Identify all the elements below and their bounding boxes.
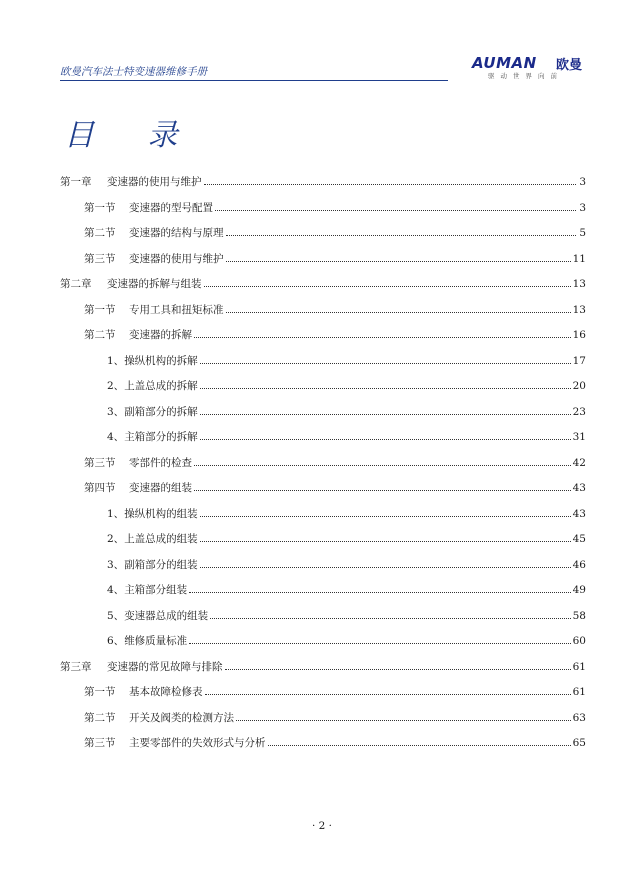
toc-entry-page: 42 bbox=[572, 456, 586, 469]
toc-entry-number: 3、 bbox=[107, 405, 125, 418]
toc-leader-dots bbox=[200, 438, 571, 440]
toc-entry-page: 61 bbox=[572, 686, 586, 698]
toc-leader-dots bbox=[200, 540, 571, 542]
toc-entry[interactable] bbox=[60, 302, 586, 318]
toc-entry-page: 23 bbox=[572, 405, 586, 418]
toc-leader-dots bbox=[200, 566, 571, 568]
toc-entry-title: 专用工具和扭矩标准 bbox=[129, 303, 224, 316]
toc-entry-title: 变速器的拆解 bbox=[129, 329, 192, 341]
toc-entry-title: 主箱部分的拆解 bbox=[124, 431, 198, 443]
toc-entry-title: 副箱部分的组装 bbox=[124, 558, 198, 571]
toc-entry[interactable] bbox=[60, 327, 586, 343]
toc-leader-dots bbox=[236, 719, 571, 721]
toc-entry[interactable] bbox=[60, 506, 586, 522]
toc-entry-page: 63 bbox=[572, 711, 586, 724]
logo-slogan: 驱动世界向前 bbox=[488, 72, 563, 80]
toc-entry[interactable] bbox=[60, 251, 586, 267]
toc-entry-page: 3 bbox=[579, 201, 586, 214]
toc-entry[interactable] bbox=[60, 608, 586, 624]
toc-entry-page: 58 bbox=[572, 609, 586, 622]
toc-entry-number: 第三章 bbox=[60, 660, 92, 673]
toc-leader-dots bbox=[268, 744, 571, 746]
logo-chinese-name: 欧曼 bbox=[556, 58, 583, 73]
toc-entry-number: 2、 bbox=[107, 380, 125, 392]
toc-entry-number: 3、 bbox=[107, 558, 125, 571]
toc-entry[interactable] bbox=[60, 684, 586, 700]
toc-entry-title: 副箱部分的拆解 bbox=[124, 405, 198, 418]
toc-entry-number: 4、 bbox=[107, 431, 125, 443]
toc-entry[interactable] bbox=[60, 225, 586, 241]
toc-entry-number: 第二节 bbox=[84, 329, 116, 341]
header-divider bbox=[60, 80, 448, 81]
toc-entry-title: 变速器的使用与维护 bbox=[129, 252, 224, 265]
toc-entry-number: 5、 bbox=[107, 609, 125, 622]
toc-entry-number: 1、 bbox=[107, 354, 125, 367]
toc-leader-dots bbox=[194, 464, 571, 466]
toc-leader-dots bbox=[210, 617, 570, 619]
toc-leader-dots bbox=[226, 311, 571, 313]
toc-entry[interactable] bbox=[60, 174, 586, 190]
toc-leader-dots bbox=[189, 642, 570, 644]
toc-heading: 目 录 bbox=[64, 118, 200, 153]
toc-entry[interactable] bbox=[60, 531, 586, 547]
toc-entry[interactable] bbox=[60, 429, 586, 445]
toc-entry-number: 第一章 bbox=[60, 176, 92, 188]
toc-entry-page: 20 bbox=[572, 380, 586, 392]
toc-entry-page: 43 bbox=[572, 482, 586, 494]
toc-leader-dots bbox=[194, 336, 571, 338]
toc-entry-title: 开关及阀类的检测方法 bbox=[129, 711, 234, 724]
page-number: · 2 · bbox=[311, 820, 333, 832]
page-header bbox=[60, 54, 590, 84]
toc-entry-title: 变速器的型号配置 bbox=[129, 201, 213, 214]
toc-leader-dots bbox=[200, 413, 571, 415]
toc-entry-number: 第三节 bbox=[84, 737, 116, 749]
toc-entry-title: 维修质量标准 bbox=[124, 635, 188, 647]
toc-entry[interactable] bbox=[60, 276, 586, 292]
toc-leader-dots bbox=[205, 693, 571, 695]
toc-entry-page: 60 bbox=[572, 635, 586, 647]
toc-entry-page: 65 bbox=[572, 737, 586, 749]
toc-entry-title: 操纵机构的组装 bbox=[124, 507, 198, 520]
toc-entry-number: 6、 bbox=[107, 635, 125, 647]
toc-entry[interactable] bbox=[60, 659, 586, 675]
toc-leader-dots bbox=[200, 515, 571, 517]
toc-leader-dots bbox=[204, 183, 577, 185]
toc-leader-dots bbox=[225, 668, 571, 670]
toc-leader-dots bbox=[215, 209, 576, 211]
toc-entry-number: 第三节 bbox=[84, 456, 116, 469]
toc-entry-page: 31 bbox=[572, 431, 586, 443]
toc-leader-dots bbox=[200, 362, 571, 364]
toc-entry-number: 第三节 bbox=[84, 252, 116, 265]
toc-entry-number: 第二节 bbox=[84, 227, 116, 239]
toc-entry[interactable] bbox=[60, 582, 586, 598]
toc-entry-page: 43 bbox=[572, 507, 586, 520]
toc-leader-dots bbox=[189, 591, 570, 593]
toc-entry-page: 61 bbox=[572, 660, 586, 673]
toc-entry-page: 5 bbox=[579, 227, 586, 239]
toc-entry-title: 变速器的结构与原理 bbox=[129, 227, 224, 239]
toc-entry-number: 第二章 bbox=[60, 278, 92, 290]
toc-entry-title: 基本故障检修表 bbox=[129, 686, 203, 698]
toc-entry[interactable] bbox=[60, 353, 586, 369]
toc-entry[interactable] bbox=[60, 710, 586, 726]
toc-entry-title: 主要零部件的失效形式与分析 bbox=[129, 737, 266, 749]
toc-entry-page: 16 bbox=[572, 329, 586, 341]
auman-logo bbox=[472, 54, 590, 82]
toc-entry-title: 变速器总成的组装 bbox=[124, 609, 209, 622]
toc-entry-title: 变速器的拆解与组装 bbox=[107, 278, 202, 290]
toc-entry-number: 1、 bbox=[107, 507, 125, 520]
manual-title: 欧曼汽车法士特变速器维修手册 bbox=[60, 66, 207, 78]
toc-entry-page: 17 bbox=[572, 354, 586, 367]
toc-entry-title: 变速器的常见故障与排除 bbox=[107, 660, 223, 673]
toc-entry-page: 45 bbox=[572, 533, 586, 545]
toc-leader-dots bbox=[204, 285, 571, 287]
toc-entry-title: 操纵机构的拆解 bbox=[124, 354, 198, 367]
toc-entry-page: 13 bbox=[572, 303, 586, 316]
toc-entry[interactable] bbox=[60, 404, 586, 420]
toc-entry-number: 第一节 bbox=[84, 303, 116, 316]
toc-leader-dots bbox=[200, 387, 571, 389]
toc-entry[interactable] bbox=[60, 735, 586, 751]
toc-leader-dots bbox=[194, 489, 571, 491]
toc-entry-title: 变速器的组装 bbox=[129, 482, 192, 494]
toc-entry-title: 零部件的检查 bbox=[129, 456, 192, 469]
toc-entry[interactable] bbox=[60, 480, 586, 496]
toc-entry-number: 4、 bbox=[107, 584, 125, 596]
toc-entry-title: 主箱部分组装 bbox=[124, 584, 188, 596]
toc-entry-number: 第二节 bbox=[84, 711, 116, 724]
toc-leader-dots bbox=[226, 260, 571, 262]
toc-entry[interactable] bbox=[60, 378, 586, 394]
toc-entry-title: 变速器的使用与维护 bbox=[107, 176, 202, 188]
toc-entry[interactable] bbox=[60, 200, 586, 216]
toc-entry-number: 第一节 bbox=[84, 201, 116, 214]
toc-entry-number: 第一节 bbox=[84, 686, 116, 698]
toc-leader-dots bbox=[226, 234, 577, 236]
toc-entry-title: 上盖总成的组装 bbox=[124, 533, 198, 545]
toc-entry-page: 46 bbox=[572, 558, 586, 571]
toc-entry[interactable] bbox=[60, 633, 586, 649]
toc-entry-page: 49 bbox=[572, 584, 586, 596]
toc-entry-page: 11 bbox=[572, 252, 586, 265]
toc-entry-page: 13 bbox=[572, 278, 586, 290]
toc-entry[interactable] bbox=[60, 557, 586, 573]
toc-entry-number: 2、 bbox=[107, 533, 125, 545]
toc-entry-title: 上盖总成的拆解 bbox=[124, 380, 198, 392]
toc-entry-number: 第四节 bbox=[84, 482, 116, 494]
logo-wordmark: AUMAN bbox=[472, 54, 537, 72]
toc-entry-page: 3 bbox=[579, 176, 586, 188]
toc-entry[interactable] bbox=[60, 455, 586, 471]
